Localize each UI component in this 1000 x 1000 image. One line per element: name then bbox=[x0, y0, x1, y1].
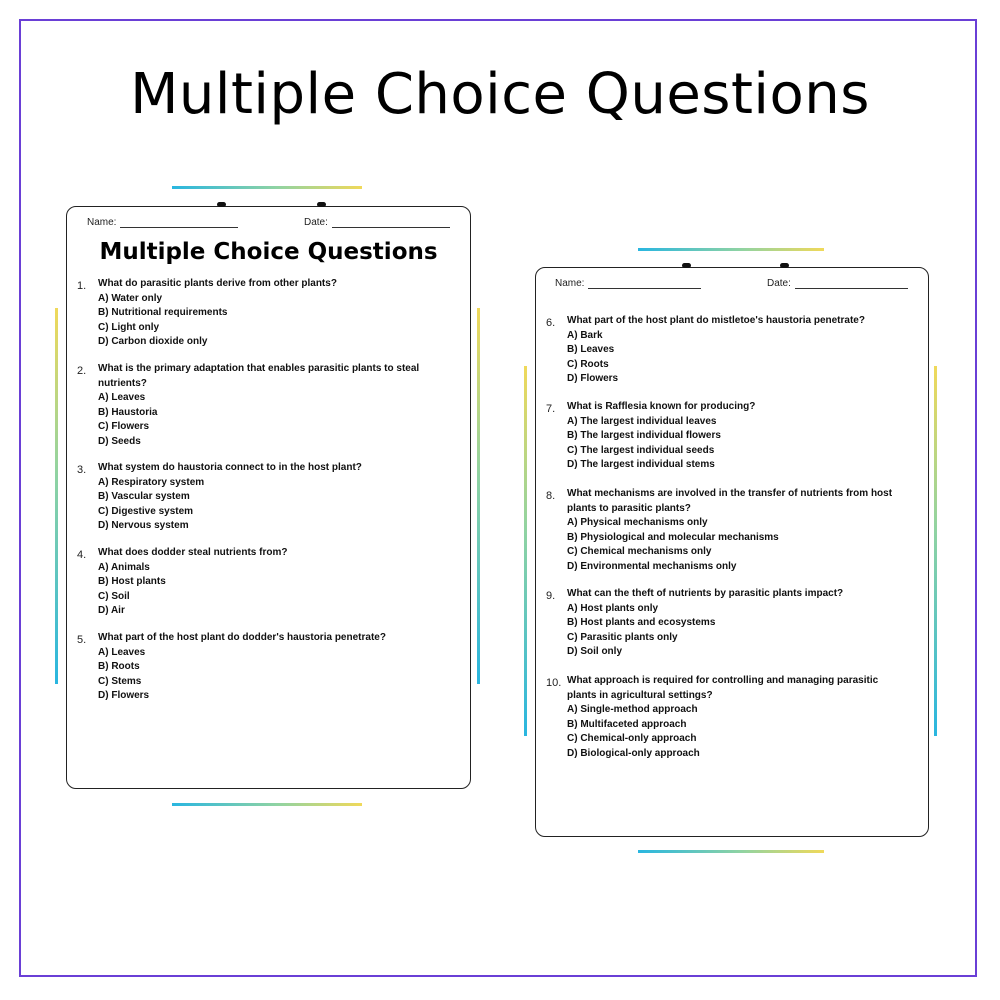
name-field bbox=[555, 278, 701, 289]
option-c: C) Roots bbox=[567, 358, 609, 370]
question-3 bbox=[67, 461, 470, 534]
question-number: 4. bbox=[77, 549, 87, 561]
decor-line bbox=[638, 850, 824, 853]
option-d: D) Flowers bbox=[567, 373, 619, 384]
decor-line bbox=[524, 366, 527, 736]
option-a: A) Single-method approach bbox=[567, 704, 698, 715]
name-label: Name: bbox=[87, 217, 117, 228]
question-4 bbox=[67, 546, 470, 619]
date-field bbox=[767, 278, 908, 289]
worksheet-title: Multiple Choice Questions bbox=[99, 239, 438, 265]
option-b: B) The largest individual flowers bbox=[567, 430, 721, 441]
decor-line bbox=[934, 366, 937, 736]
option-c: C) Light only bbox=[98, 321, 160, 333]
option-d: D) Air bbox=[98, 605, 125, 616]
option-a: A) Leaves bbox=[98, 646, 146, 658]
question-text: What do parasitic plants derive from other plants? bbox=[98, 278, 337, 289]
option-a: A) Respiratory system bbox=[98, 476, 205, 488]
question-text: What does dodder steal nutrients from? bbox=[98, 547, 288, 558]
question-2 bbox=[67, 362, 470, 449]
name-field bbox=[87, 217, 238, 228]
option-d: D) Carbon dioxide only bbox=[98, 336, 208, 347]
option-b: B) Nutritional requirements bbox=[98, 307, 228, 318]
option-a: A) Water only bbox=[98, 292, 163, 304]
question-number: 9. bbox=[546, 590, 556, 602]
page-title: Multiple Choice Questions bbox=[130, 62, 870, 127]
worksheet-page-1 bbox=[66, 206, 471, 789]
binder-clip bbox=[317, 202, 326, 207]
date-line bbox=[332, 217, 450, 228]
option-d: D) Environmental mechanisms only bbox=[567, 560, 737, 572]
option-a: A) Leaves bbox=[98, 392, 146, 403]
question-10 bbox=[536, 674, 928, 761]
question-number: 2. bbox=[77, 365, 87, 377]
question-number: 1. bbox=[77, 280, 87, 292]
decor-line bbox=[172, 186, 362, 189]
option-c: C) Chemical-only approach bbox=[567, 733, 697, 744]
option-d: D) Seeds bbox=[98, 435, 141, 447]
question-number: 6. bbox=[546, 317, 556, 329]
binder-clip bbox=[217, 202, 226, 207]
option-d: D) Nervous system bbox=[98, 520, 189, 531]
option-b: B) Haustoria bbox=[98, 406, 158, 418]
question-text: What mechanisms are involved in the transfer of nutrients from host plants to parasitic plants? bbox=[567, 488, 893, 514]
question-1 bbox=[67, 277, 470, 350]
question-5 bbox=[67, 631, 470, 704]
option-b: B) Roots bbox=[98, 661, 140, 672]
question-text: What part of the host plant do dodder's haustoria penetrate? bbox=[98, 632, 386, 643]
question-text: What system do haustoria connect to in the host plant? bbox=[98, 462, 362, 473]
date-field bbox=[304, 217, 450, 228]
option-d: D) The largest individual stems bbox=[567, 459, 715, 470]
question-7 bbox=[536, 400, 928, 473]
decor-line bbox=[477, 308, 480, 684]
option-c: C) Flowers bbox=[98, 421, 150, 432]
option-d: D) Biological-only approach bbox=[567, 747, 700, 759]
question-text: What part of the host plant do mistletoe's haustoria penetrate? bbox=[567, 315, 865, 326]
option-b: B) Leaves bbox=[567, 344, 615, 355]
option-b: B) Host plants bbox=[98, 576, 166, 587]
option-c: C) The largest individual seeds bbox=[567, 444, 715, 456]
option-b: B) Host plants and ecosystems bbox=[567, 617, 716, 628]
option-c: C) Digestive system bbox=[98, 505, 194, 517]
option-b: B) Physiological and molecular mechanisms bbox=[567, 531, 779, 543]
question-number: 8. bbox=[546, 490, 556, 502]
option-d: D) Flowers bbox=[98, 690, 150, 701]
decor-line bbox=[638, 248, 824, 251]
date-label: Date: bbox=[304, 217, 328, 228]
question-number: 10. bbox=[546, 677, 562, 689]
binder-clip bbox=[682, 263, 691, 268]
question-number: 3. bbox=[77, 464, 87, 476]
question-text: What is the primary adaptation that enables parasitic plants to steal nutrients? bbox=[98, 363, 420, 389]
worksheet-page-2 bbox=[535, 267, 929, 837]
option-c: C) Soil bbox=[98, 590, 130, 602]
decor-line bbox=[172, 803, 362, 806]
name-line bbox=[120, 217, 238, 228]
question-text: What can the theft of nutrients by parasitic plants impact? bbox=[567, 588, 844, 599]
question-number: 7. bbox=[546, 403, 556, 415]
question-text: What is Rafflesia known for producing? bbox=[567, 401, 756, 412]
date-label: Date: bbox=[767, 278, 791, 289]
option-a: A) Physical mechanisms only bbox=[567, 517, 708, 528]
question-text: What approach is required for controlling and managing parasitic plants in agricultural settings? bbox=[567, 675, 879, 701]
option-c: C) Chemical mechanisms only bbox=[567, 546, 712, 557]
name-line bbox=[588, 278, 701, 289]
decor-line bbox=[55, 308, 58, 684]
option-a: A) Bark bbox=[567, 329, 603, 341]
option-a: A) Host plants only bbox=[567, 602, 659, 614]
date-line bbox=[795, 278, 908, 289]
question-9 bbox=[536, 587, 928, 660]
binder-clip bbox=[780, 263, 789, 268]
question-6 bbox=[536, 314, 928, 387]
option-b: B) Vascular system bbox=[98, 491, 190, 502]
option-a: A) The largest individual leaves bbox=[567, 415, 717, 427]
option-a: A) Animals bbox=[98, 561, 150, 573]
option-d: D) Soil only bbox=[567, 646, 622, 657]
option-c: C) Parasitic plants only bbox=[567, 631, 678, 643]
question-number: 5. bbox=[77, 634, 87, 646]
name-label: Name: bbox=[555, 278, 585, 289]
question-8 bbox=[536, 487, 928, 574]
option-b: B) Multifaceted approach bbox=[567, 718, 687, 730]
option-c: C) Stems bbox=[98, 675, 142, 687]
